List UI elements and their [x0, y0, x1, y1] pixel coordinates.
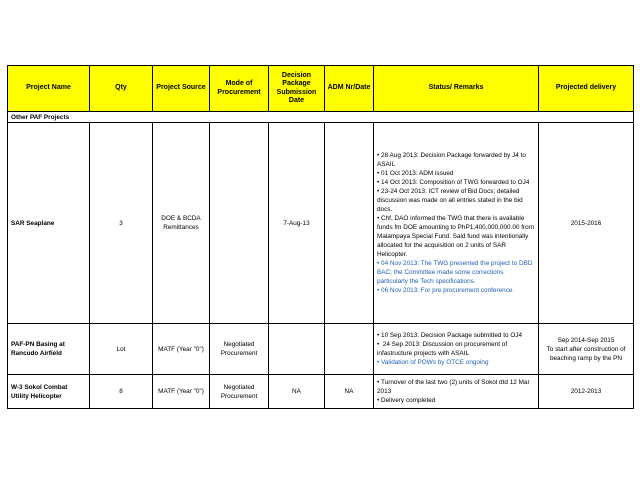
delivery-cell	[539, 324, 634, 375]
delivery-cell: 2012-2013	[539, 375, 634, 409]
decision-date-cell: 7-Aug-13	[269, 123, 325, 324]
header-decision-package-date: Decision Package Submission Date	[269, 66, 325, 112]
project-name-cell: PAF-PN Basing at Rancudo Airfield	[8, 324, 90, 375]
section-label: Other PAF Projects	[8, 112, 634, 123]
status-item: • Delivery completed	[377, 396, 535, 405]
header-row	[8, 66, 634, 112]
header-project-name: Project Name	[8, 66, 90, 112]
status-item: • 24 Sep 2013: Discussion on procurement of infastructure projects with ASAIL	[377, 340, 535, 358]
header-projected-delivery: Projected delivery	[539, 66, 634, 112]
source-cell: MATF (Year "0")	[153, 324, 210, 375]
source-cell: MATF (Year "0")	[153, 375, 210, 409]
status-cell	[374, 123, 539, 324]
table-row	[8, 123, 634, 324]
section-row	[8, 112, 634, 123]
mode-cell: Negotiated Procurement	[210, 324, 269, 375]
adm-cell	[325, 324, 374, 375]
status-item: • 28 Aug 2013: Decision Package forwarded by J4 to ASAIL	[377, 151, 535, 169]
status-item: • 06 Nov 2013: For pre procurement conference.	[377, 286, 535, 295]
project-name-cell: W-3 Sokol Combat Utility Helicopter	[8, 375, 90, 409]
qty-cell: 3	[90, 123, 153, 324]
status-cell	[374, 375, 539, 409]
status-item: • Validation of POWs by OTCE ongoing	[377, 358, 535, 367]
status-cell	[374, 324, 539, 375]
status-item: • 01 Oct 2013: ADM issued	[377, 169, 535, 178]
qty-cell: Lot	[90, 324, 153, 375]
status-list	[377, 151, 535, 295]
status-item: • 23-24 Oct 2013: ICT review of Bid Docs; detailed discussion was made on all entries stated in the bid docs.	[377, 187, 535, 214]
qty-cell: 8	[90, 375, 153, 409]
status-item: • Turnover of the last two (2) units of Sokol dtd 12 Mar 2013	[377, 378, 535, 396]
status-list	[377, 331, 535, 367]
mode-cell: Negotiated Procurement	[210, 375, 269, 409]
adm-cell: NA	[325, 375, 374, 409]
table-row	[8, 375, 634, 409]
status-item: • 04 Nov 2013: The TWG presented the project to DBD BAC; the Committee made some corrections particularly the Tech specifications.	[377, 259, 535, 286]
delivery-cell: 2015-2016	[539, 123, 634, 324]
header-project-source: Project Source	[153, 66, 210, 112]
decision-date-cell	[269, 324, 325, 375]
status-item: • 10 Sep 2013: Decision Package submitted to OJ4	[377, 331, 535, 340]
delivery-note: To start after construction of beaching ramp by the PN	[546, 345, 626, 362]
mode-cell	[210, 123, 269, 324]
decision-date-cell: NA	[269, 375, 325, 409]
status-item: • 14 Oct 2013: Composition of TWG forwarded to OJ4	[377, 178, 535, 187]
header-mode-of-procurement: Mode of Procurement	[210, 66, 269, 112]
header-adm-nr-date: ADM Nr/Date	[325, 66, 374, 112]
source-cell: DOE & BCDA Remittances	[153, 123, 210, 324]
header-status-remarks: Status/ Remarks	[374, 66, 539, 112]
header-qty: Qty	[90, 66, 153, 112]
project-name-cell: SAR Seaplane	[8, 123, 90, 324]
status-item: • Chf, DAO informed the TWG that there is available funds fm DOE amounting to PhP1,400,000,000.00 from Malampaya Special Fund. Said fund was intentionally allocated for the acquisition on 2 units of SAR Helicopter.	[377, 214, 535, 259]
projects-table	[7, 65, 634, 409]
adm-cell	[325, 123, 374, 324]
delivery-period: Sep 2014-Sep 2015	[557, 336, 615, 344]
table-row	[8, 324, 634, 375]
status-list	[377, 378, 535, 405]
